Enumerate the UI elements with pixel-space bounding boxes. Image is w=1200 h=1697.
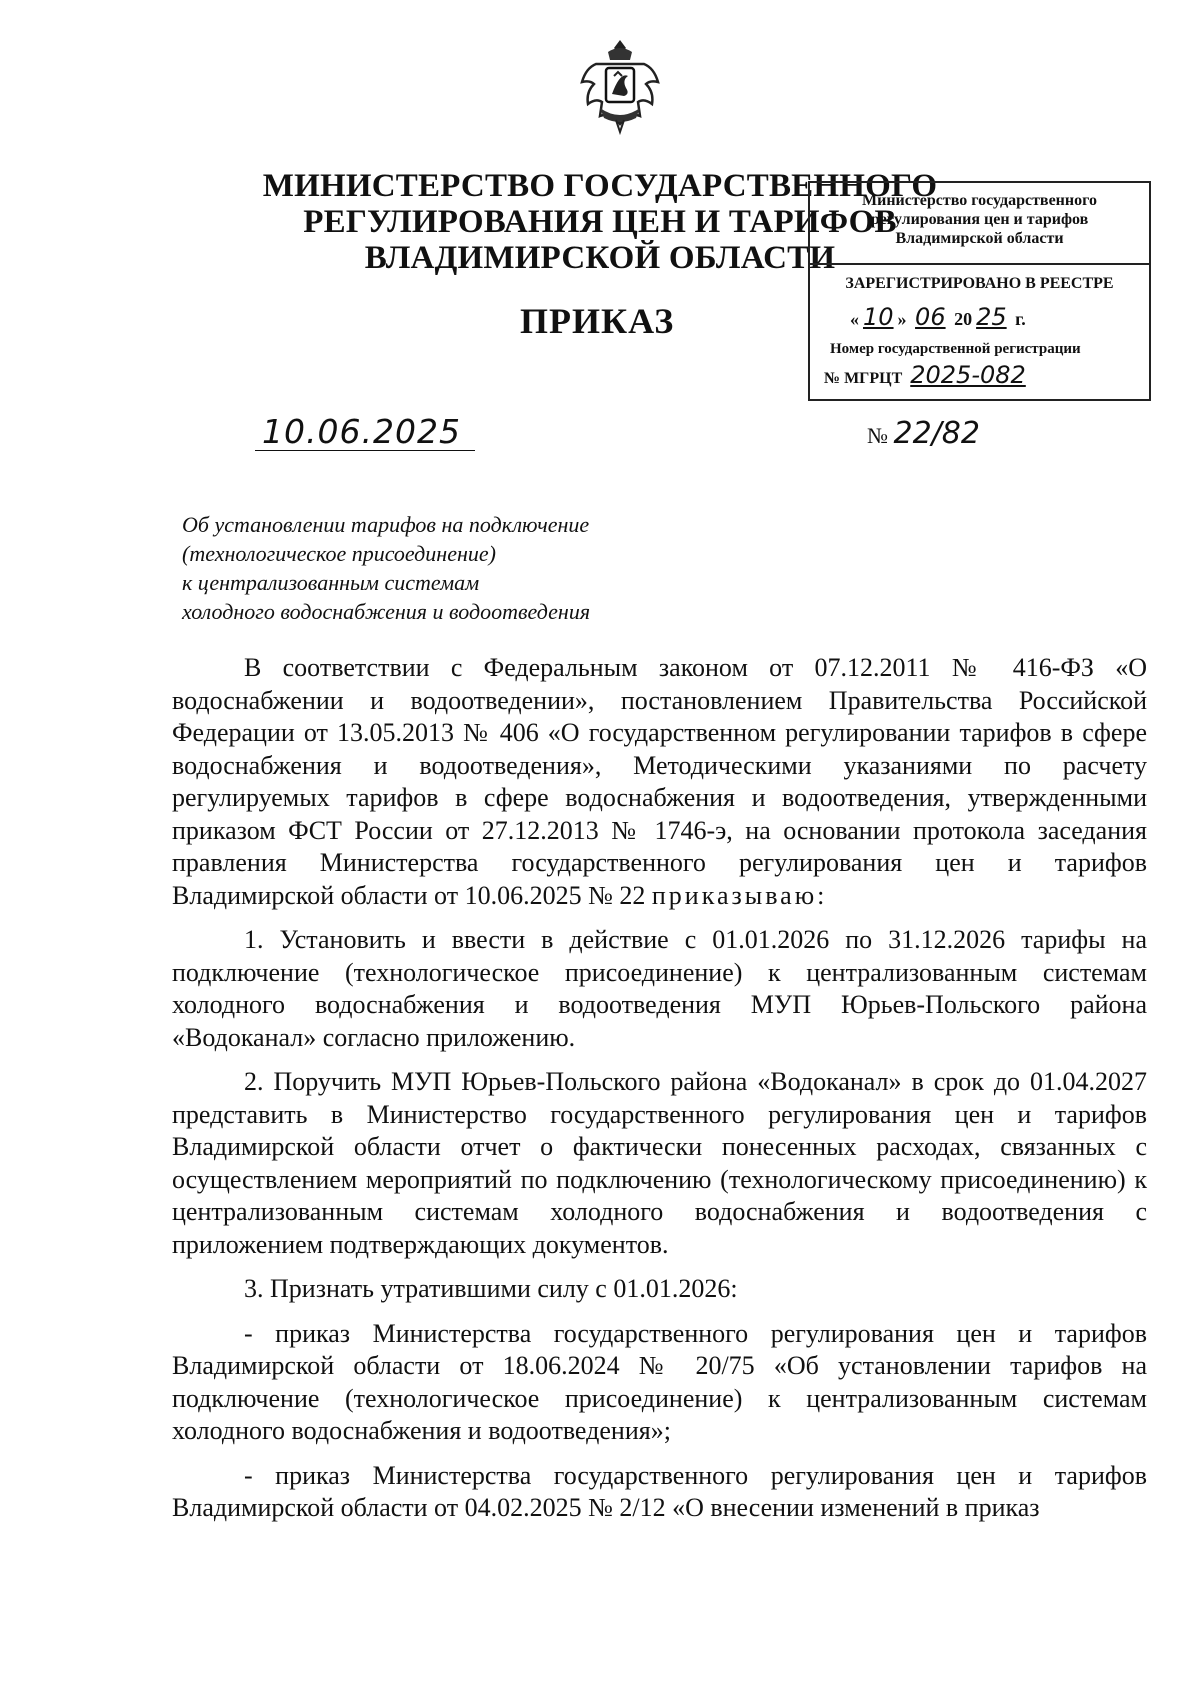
stamp-divider [810, 263, 1149, 265]
ministry-title-line: РЕГУЛИРОВАНИЯ ЦЕН И ТАРИФОВ [303, 204, 897, 240]
order-date: 10.06.2025 [262, 412, 461, 451]
coat-of-arms-icon [578, 36, 662, 136]
document-type: ПРИКАЗ [520, 301, 675, 341]
subject-line: холодного водоснабжения и водоотведения [182, 599, 591, 624]
order-subject [182, 510, 782, 626]
subject-line: (технологическое присоединение) [182, 541, 496, 566]
ministry-title-line: ВЛАДИМИРСКОЙ ОБЛАСТИ [364, 240, 836, 276]
stamp-org-line: Министерство государственного [862, 192, 1097, 209]
stamp-reg-number-line [824, 361, 1030, 389]
stamp-org-line: регулирования цен и тарифов [870, 211, 1089, 228]
stamp-reg-number: 2025-082 [910, 361, 1026, 389]
stamp-reg-number-label: Номер государственной регистрации [830, 341, 1081, 357]
item-3-paragraph: 3. Признать утратившими силу с 01.01.2026: [244, 1274, 738, 1303]
stamp-year-prefix: 20 [954, 309, 973, 329]
stamp-date [850, 303, 1026, 331]
item-3a-paragraph: - приказ Министерства государственного регулирования цен и тарифов Владимирской области от 18.06.2024 № 20/75 «Об установлении тарифов на подключение (технологическое присоединение) к централизованным системам холодного водоснабжения и водоотведения»; [172, 1318, 1147, 1445]
stamp-year-suffix: 25 [976, 303, 1007, 331]
preamble-text: В соответствии с Федеральным законом от 07.12.2011 № 416-ФЗ «О водоснабжении и водоотведении», постановлением Правительства Российской Федерации от 13.05.2013 № 406 «О государственном регулировании тарифов в сфере водоснабжения и водоотведения», Методическими указаниями по расчету регулируемых тарифов в сфере водоснабжения и водоотведения, утвержденными приказом ФСТ России от 27.12.2013 № 1746-э, на основании протокола заседания правления Министерства государственного регулирования цен и тарифов Владимирской области от 10.06.2025 № 22 [172, 653, 1147, 910]
order-date-underline [255, 450, 475, 451]
order-number [867, 416, 980, 451]
stamp-close-quote: » [897, 309, 907, 329]
item-3b-paragraph: - приказ Министерства государственного регулирования цен и тарифов Владимирской области от 04.02.2025 № 2/12 «О внесении изменений в приказ [172, 1460, 1147, 1522]
stamp-year-unit: г. [1015, 309, 1026, 329]
order-body [172, 652, 1147, 1537]
order-number-value: 22/82 [893, 416, 980, 451]
preamble-paragraph [172, 652, 1147, 912]
order-number-prefix: № [867, 423, 888, 448]
item-1-paragraph: 1. Установить и ввести в действие с 01.01.2026 по 31.12.2026 тарифы на подключение (технологическое присоединение) к централизованным системам холодного водоснабжения и водоотведения МУП Юрьев-Польского района «Водоканал» согласно приложению. [172, 925, 1147, 1052]
stamp-organization [810, 183, 1149, 252]
stamp-month: 06 [915, 303, 946, 331]
ministry-title-line: МИНИСТЕРСТВО ГОСУДАРСТВЕННОГО [262, 168, 938, 204]
item-2-paragraph: 2. Поручить МУП Юрьев-Польского района «Водоканал» в срок до 01.04.2027 представить в Министерство государственного регулирования цен и тарифов Владимирской области отчет о фактически понесенных расходах, связанных с осуществлением мероприятий по подключению (технологическому присоединению) к централизованным системам холодного водоснабжения и водоотведения с приложением подтверждающих документов. [172, 1067, 1147, 1259]
stamp-day: 10 [863, 303, 894, 331]
stamp-open-quote: « [850, 309, 859, 329]
stamp-org-line: Владимирской области [895, 230, 1064, 247]
subject-line: к централизованным системам [182, 570, 480, 595]
stamp-reg-prefix: № МГРЦТ [824, 370, 903, 387]
order-word: приказываю: [651, 880, 828, 910]
stamp-registered-label: ЗАРЕГИСТРИРОВАНО В РЕЕСТРЕ [845, 275, 1114, 292]
subject-line: Об установлении тарифов на подключение [182, 512, 590, 537]
registration-stamp [808, 181, 1151, 401]
